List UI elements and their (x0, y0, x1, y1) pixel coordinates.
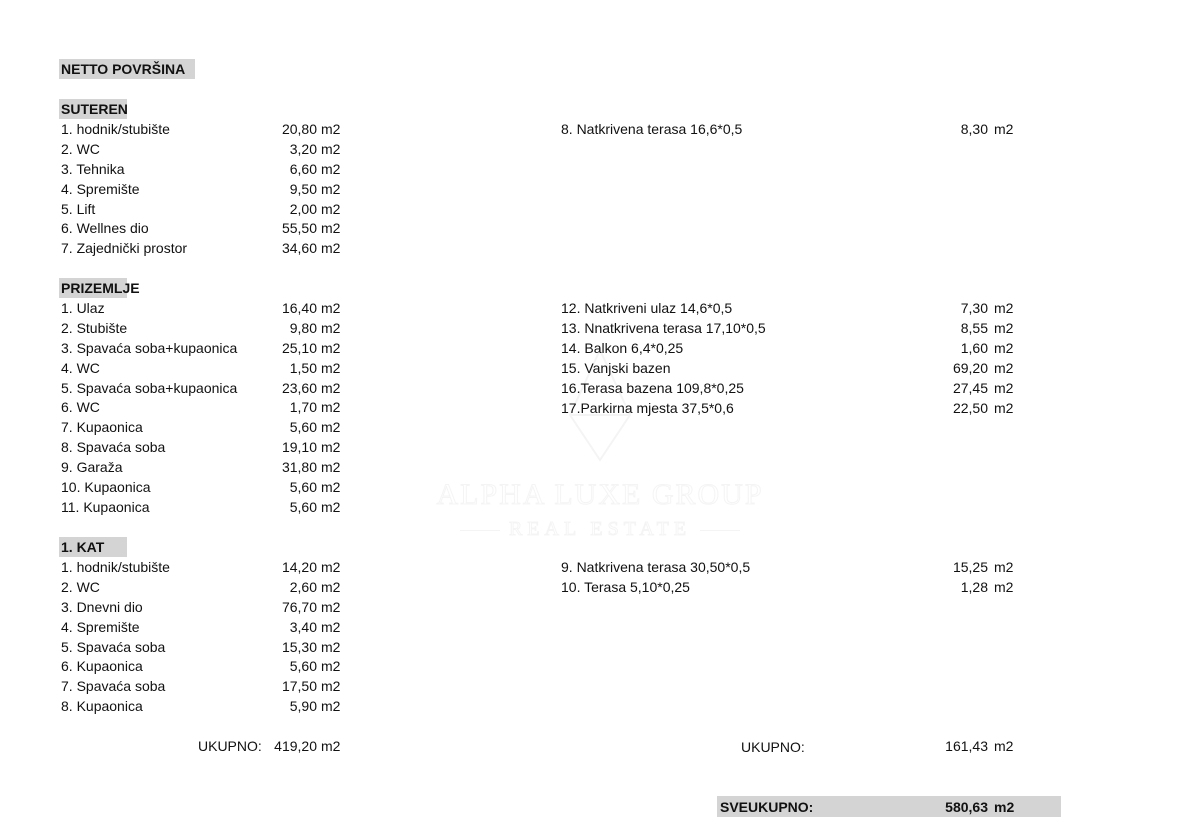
prizemlje-room-value: 25,10 (281, 339, 317, 356)
kat-room-label: 5. Spavaća soba (61, 638, 166, 655)
total-right-value: 161,43 (945, 738, 988, 754)
suteren-room-unit: m2 (321, 120, 341, 137)
page-title: NETTO POVRŠINA (59, 59, 195, 79)
prizemlje-room-label: 2. Stubište (61, 319, 128, 336)
suteren-room-value: 34,60 (281, 240, 317, 257)
total-left-value: 419,20 (274, 738, 317, 754)
prizemlje-room-value: 5,60 (289, 479, 317, 495)
total-left-unit: m2 (321, 738, 341, 754)
prizemlje-room-unit: m2 (321, 319, 341, 336)
suteren-extra-label: 8. Natkrivena terasa 16,6*0,5 (561, 121, 743, 137)
kat-room-value: 76,70 (281, 598, 317, 615)
suteren-room-label: 3. Tehnika (61, 160, 125, 177)
kat-room-value: 3,40 (289, 618, 317, 635)
kat-room-label: 6. Kupaonica (61, 658, 143, 675)
prizemlje-room-label: 7. Kupaonica (61, 419, 143, 436)
prizemlje-room-label: 9. Garaža (61, 459, 123, 476)
kat-room-unit: m2 (321, 618, 341, 635)
suteren-room-label: 5. Lift (61, 200, 96, 217)
prizemlje-extra-value: 7,30 (960, 300, 988, 316)
suteren-room-value: 9,50 (289, 180, 317, 197)
prizemlje-extra-unit: m2 (994, 339, 1014, 356)
kat-extra-label: 10. Terasa 5,10*0,25 (561, 578, 690, 595)
prizemlje-room-label: 3. Spavaća soba+kupaonica (61, 339, 238, 356)
prizemlje-room-label: 5. Spavaća soba+kupaonica (61, 379, 238, 396)
suteren-room-value: 55,50 (281, 220, 317, 237)
prizemlje-extra-label: 15. Vanjski bazen (561, 359, 671, 376)
suteren-room-value: 20,80 (281, 120, 317, 137)
kat-room-value: 2,60 (289, 578, 317, 595)
kat-room-unit: m2 (321, 638, 341, 655)
watermark-brand: ALPHA LUXE GROUP (436, 478, 764, 511)
suteren-room-label: 2. WC (61, 140, 100, 157)
prizemlje-room-value: 9,80 (289, 319, 317, 336)
prizemlje-room-unit: m2 (321, 359, 341, 376)
kat-extra-value: 15,25 (952, 559, 988, 575)
kat-extra-value: 1,28 (960, 578, 988, 595)
prizemlje-extra-unit: m2 (994, 359, 1014, 376)
watermark-sub: REAL ESTATE (508, 518, 692, 540)
kat-room-value: 17,50 (281, 678, 317, 695)
prizemlje-room-unit: m2 (321, 379, 341, 396)
kat-heading: 1. KAT (59, 537, 127, 557)
grand-total-label: SVEUKUPNO: (720, 799, 814, 815)
prizemlje-room-unit: m2 (321, 479, 341, 495)
kat-room-unit: m2 (321, 678, 341, 695)
suteren-room-unit: m2 (321, 160, 341, 177)
kat-room-label: 8. Kupaonica (61, 698, 143, 715)
prizemlje-extra-value: 8,55 (960, 319, 988, 336)
prizemlje-room-label: 11. Kupaonica (61, 498, 150, 515)
kat-room-unit: m2 (321, 578, 341, 595)
total-left-label: UKUPNO: (198, 738, 262, 754)
suteren-room-unit: m2 (321, 140, 341, 157)
suteren-room-label: 4. Spremište (61, 180, 140, 197)
prizemlje-room-value: 1,50 (289, 359, 317, 376)
prizemlje-room-value: 16,40 (281, 299, 317, 316)
suteren-room-label: 1. hodnik/stubište (61, 120, 170, 137)
kat-room-unit: m2 (321, 658, 341, 675)
prizemlje-room-label: 6. WC (61, 399, 100, 416)
prizemlje-room-unit: m2 (321, 498, 341, 515)
prizemlje-extra-label: 16.Terasa bazena 109,8*0,25 (561, 379, 744, 396)
kat-room-label: 4. Spremište (61, 618, 140, 635)
prizemlje-extra-value: 1,60 (960, 339, 988, 356)
prizemlje-room-unit: m2 (321, 439, 341, 456)
kat-room-unit: m2 (321, 558, 341, 575)
prizemlje-extra-label: 13. Nnatkrivena terasa 17,10*0,5 (561, 319, 766, 336)
prizemlje-heading: PRIZEMLJE (61, 280, 140, 296)
prizemlje-room-unit: m2 (321, 399, 341, 416)
total-right-unit: m2 (994, 738, 1014, 754)
kat-room-value: 5,60 (289, 658, 317, 675)
watermark-rule-right (700, 530, 740, 531)
suteren-extra-value: 8,30 (960, 121, 988, 137)
kat-room-value: 14,20 (281, 558, 317, 575)
suteren-room-unit: m2 (321, 240, 341, 257)
prizemlje-extra-value: 22,50 (952, 399, 988, 416)
prizemlje-extra-unit: m2 (994, 399, 1014, 416)
prizemlje-room-value: 31,80 (281, 459, 317, 476)
kat-room-unit: m2 (321, 598, 341, 615)
prizemlje-room-value: 19,10 (281, 439, 317, 456)
prizemlje-room-unit: m2 (321, 459, 341, 476)
prizemlje-extra-label: 14. Balkon 6,4*0,25 (561, 339, 684, 356)
prizemlje-room-value: 23,60 (281, 379, 317, 396)
kat-room-label: 7. Spavaća soba (61, 678, 166, 695)
prizemlje-extra-label: 12. Natkriveni ulaz 14,6*0,5 (561, 300, 733, 316)
suteren-room-value: 3,20 (289, 140, 317, 157)
suteren-room-unit: m2 (321, 200, 341, 217)
prizemlje-extra-unit: m2 (994, 379, 1014, 396)
prizemlje-extra-label: 17.Parkirna mjesta 37,5*0,6 (561, 399, 734, 416)
kat-extra-unit: m2 (994, 559, 1014, 575)
kat-extra-label: 9. Natkrivena terasa 30,50*0,5 (561, 559, 751, 575)
prizemlje-room-unit: m2 (321, 339, 341, 356)
prizemlje-room-label: 8. Spavaća soba (61, 439, 166, 456)
prizemlje-extra-unit: m2 (994, 300, 1014, 316)
kat-room-value: 15,30 (281, 638, 317, 655)
prizemlje-room-label: 10. Kupaonica (61, 479, 151, 495)
prizemlje-extra-value: 69,20 (952, 359, 988, 376)
suteren-room-label: 6. Wellnes dio (61, 220, 149, 237)
kat-extra-unit: m2 (994, 578, 1014, 595)
suteren-heading: SUTEREN (61, 101, 128, 117)
suteren-room-label: 7. Zajednički prostor (61, 240, 188, 257)
prizemlje-room-value: 5,60 (289, 498, 317, 515)
watermark-rule-left (460, 530, 500, 531)
suteren-room-value: 6,60 (289, 160, 317, 177)
prizemlje-room-label: 1. Ulaz (61, 299, 105, 316)
suteren-room-unit: m2 (321, 180, 341, 197)
grand-total-value: 580,63 (945, 799, 988, 815)
suteren-room-unit: m2 (321, 220, 341, 237)
prizemlje-room-unit: m2 (321, 299, 341, 316)
grand-total-unit: m2 (994, 799, 1015, 815)
prizemlje-extra-value: 27,45 (952, 379, 988, 396)
kat-room-unit: m2 (321, 698, 341, 715)
suteren-extra-unit: m2 (994, 121, 1014, 137)
kat-room-label: 2. WC (61, 578, 100, 595)
prizemlje-room-unit: m2 (321, 419, 341, 436)
kat-room-label: 3. Dnevni dio (61, 598, 143, 615)
prizemlje-extra-unit: m2 (994, 319, 1014, 336)
prizemlje-room-label: 4. WC (61, 359, 100, 376)
suteren-room-value: 2,00 (289, 200, 317, 217)
prizemlje-room-value: 1,70 (289, 399, 317, 416)
kat-room-value: 5,90 (289, 698, 317, 715)
kat-room-label: 1. hodnik/stubište (61, 558, 170, 575)
total-right-label: UKUPNO: (741, 739, 805, 755)
prizemlje-room-value: 5,60 (289, 419, 317, 436)
